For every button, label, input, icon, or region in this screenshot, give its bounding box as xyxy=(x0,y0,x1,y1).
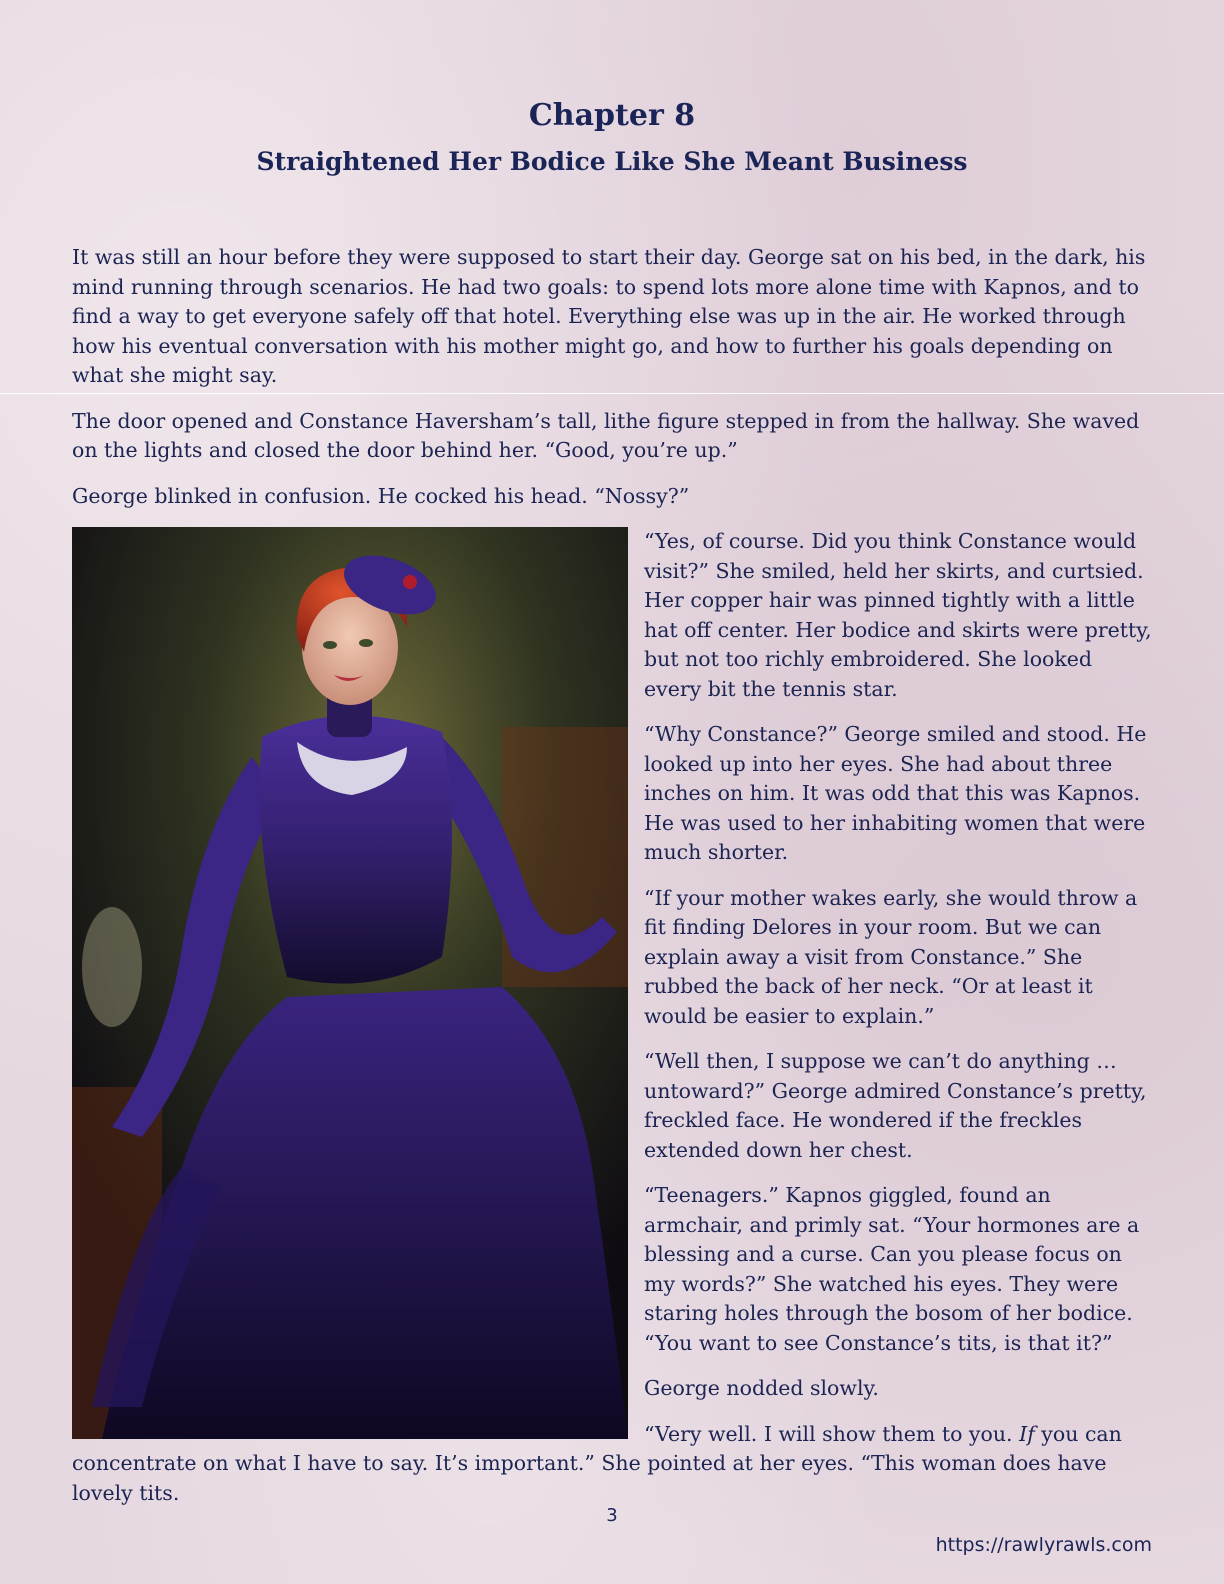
paragraph: The door opened and Constance Haversham’s tall, lithe figure stepped in from the hallway. She waved on the lights and closed the door behind her. “Good, you’re up.” xyxy=(72,408,1140,462)
chapter-title: Chapter 8 xyxy=(528,98,696,133)
site-url-link[interactable]: https://rawlyrawls.com xyxy=(935,1534,1152,1556)
paragraph-text: you can concentrate on what I have to say. It’s important.” She pointed at her eyes. “This woman does have lovely tits. xyxy=(72,1421,1122,1505)
paragraph: George nodded slowly. xyxy=(644,1376,879,1400)
paragraph: “Why Constance?” George smiled and stood. He looked up into her eyes. She had about three inches on him. It was odd that this was Kapnos. He was used to her inhabiting women that were much shorter. xyxy=(644,722,1147,864)
paragraph: “Yes, of course. Did you think Constance would visit?” She smiled, held her skirts, and curtsied. Her copper hair was pinned tightly with a little hat off center. Her bodice and skirts were pretty, but not too richly embroidered. She looked every bit the tennis star. xyxy=(644,529,1152,701)
paragraph: “Well then, I suppose we can’t do anything … untoward?” George admired Constance’s pretty, freckled face. He wondered if the freckles extended down her chest. xyxy=(644,1049,1147,1162)
chapter-illustration xyxy=(72,527,628,1439)
chapter-subtitle: Straightened Her Bodice Like She Meant Business xyxy=(256,147,968,176)
illustration-woman-in-purple-dress xyxy=(72,527,628,1439)
paragraph: “If your mother wakes early, she would throw a fit finding Delores in your room. But we can explain away a visit from Constance.” She rubbed the back of her neck. “Or at least it would be easier to explain.” xyxy=(644,885,1138,1028)
page-number: 3 xyxy=(606,1505,618,1526)
emphasized-word: If xyxy=(1019,1421,1035,1446)
paragraph-text: “Very well. I will show them to you. xyxy=(644,1421,1020,1446)
paragraph: “Teenagers.” Kapnos giggled, found an armchair, and primly sat. “Your hormones are a blessing and a curse. Can you please focus on my words?” She watched his eyes. They were staring holes through the bosom of her bodice. “You want to see Constance’s tits, is that it?” xyxy=(644,1183,1140,1355)
chapter-body xyxy=(72,243,1152,1524)
paragraph: George blinked in confusion. He cocked his head. “Nossy?” xyxy=(72,483,690,508)
paragraph: It was still an hour before they were supposed to start their day. George sat on his bed, in the dark, his mind running through scenarios. He had two goals: to spend lots more alone time with Kapnos, and to find a way to get everyone safely off that hotel. Everything else was up in the air. He worked through how his eventual conversation with his mother might go, and how to further his goals depending on what she might say. xyxy=(72,245,1146,387)
